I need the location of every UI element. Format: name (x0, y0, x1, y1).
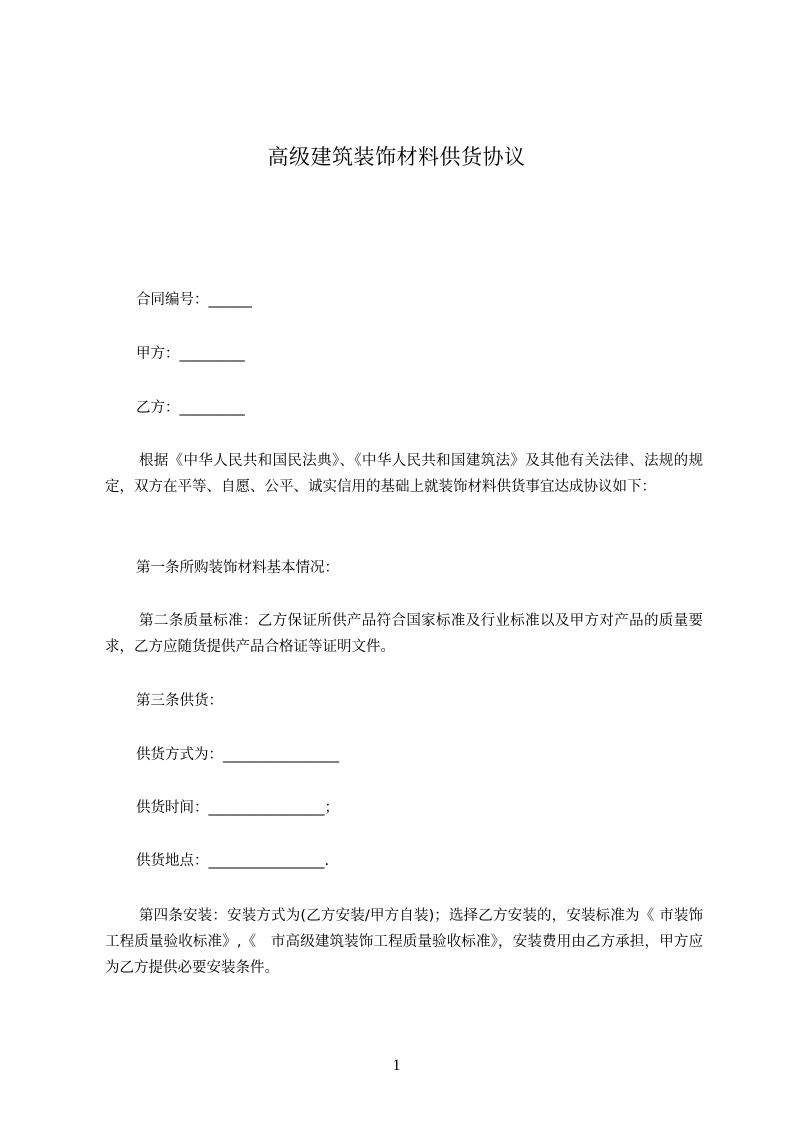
supply-method-line: 供货方式为：________________ (136, 747, 339, 763)
intro-paragraph: 根据《中华人民共和国民法典》、《中华人民共和国建筑法》及其他有关法律、法规的规定，双方在平等、自愿、公平、诚实信用的基础上就装饰材料供货事宜达成协议如下： (105, 453, 703, 495)
article-1-heading: 第一条所购装饰材料基本情况： (136, 560, 339, 576)
contract-number-line: 合同编号：______ (136, 292, 252, 308)
party-a-line: 甲方：_________ (136, 346, 245, 362)
article-3-heading: 第三条供货： (136, 693, 223, 709)
article-4-paragraph: 第四条安装：安装方式为(乙方安装/甲方自装)；选择乙方安装的，安装标准为《 市装饰工程质量验收标准》,《 市高级建筑装饰工程质量验收标准》，安装费用由乙方承担，甲方应为乙方提供必要安装条件。 (105, 908, 703, 976)
supply-place-line: 供货地点：________________. (136, 853, 330, 869)
party-b-line: 乙方：_________ (136, 400, 245, 416)
page-number: 1 (392, 1057, 401, 1074)
document-title: 高级建筑装饰材料供货协议 (267, 145, 526, 169)
article-2-paragraph: 第二条质量标准：乙方保证所供产品符合国家标准及行业标准以及甲方对产品的质量要求，乙方应随货提供产品合格证等证明文件。 (105, 613, 703, 655)
supply-time-line: 供货时间：________________； (136, 800, 339, 816)
